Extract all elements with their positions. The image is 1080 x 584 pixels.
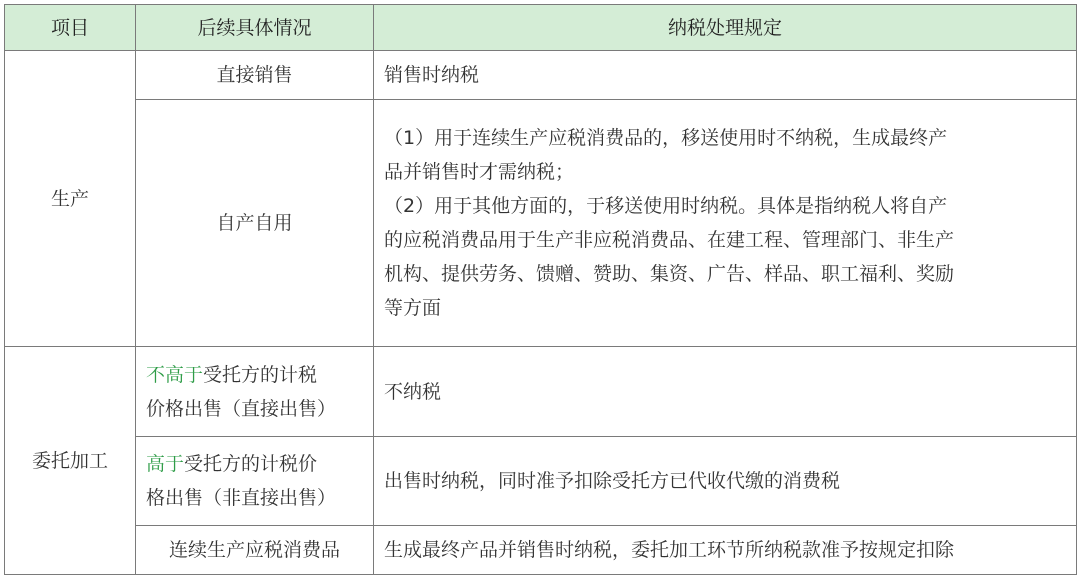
situation-direct-sale: 直接销售 (136, 51, 374, 100)
situation-not-above-price: 不高于受托方的计税 价格出售（直接出售） (136, 347, 374, 437)
table-row (5, 100, 1077, 347)
header-rule: 纳税处理规定 (374, 5, 1077, 51)
highlight-not-above: 不高于 (146, 363, 204, 386)
table-row (5, 347, 1077, 437)
rule-direct-sale: 销售时纳税 (374, 51, 1077, 100)
table-header-row (5, 5, 1077, 51)
table-row (5, 526, 1077, 575)
highlight-above: 高于 (146, 453, 185, 475)
header-item: 项目 (5, 5, 136, 51)
rule-self-use: （1）用于连续生产应税消费品的，移送使用时不纳税，生成最终产 品并销售时才需纳税； （2）用于其他方面的，于移送使用时纳税。具体是指纳税人将自产 的应税消费品用于生产非应税消费品、在建工程、管理部门、非生产 机构、提供劳务、馈赠、赞助、集资、广告、样品、职工福利、奖励 等方面 (374, 100, 1077, 347)
situation-continuous-production: 连续生产应税消费品 (136, 526, 374, 575)
table-row (5, 51, 1077, 100)
header-situation: 后续具体情况 (136, 5, 374, 51)
situation-above-price: 高于受托方的计税价 格出售（非直接出售） (136, 437, 374, 526)
document (4, 4, 1076, 575)
situation-self-use: 自产自用 (136, 100, 374, 347)
table-row (5, 437, 1077, 526)
rule-above-price: 出售时纳税，同时准予扣除受托方已代收代缴的消费税 (374, 437, 1077, 526)
tax-rules-table (4, 4, 1077, 575)
rule-not-above-price: 不纳税 (374, 347, 1077, 437)
item-entrusted-processing: 委托加工 (5, 347, 136, 575)
item-production: 生产 (5, 51, 136, 347)
rule-continuous-production: 生成最终产品并销售时纳税，委托加工环节所纳税款准予按规定扣除 (374, 526, 1077, 575)
